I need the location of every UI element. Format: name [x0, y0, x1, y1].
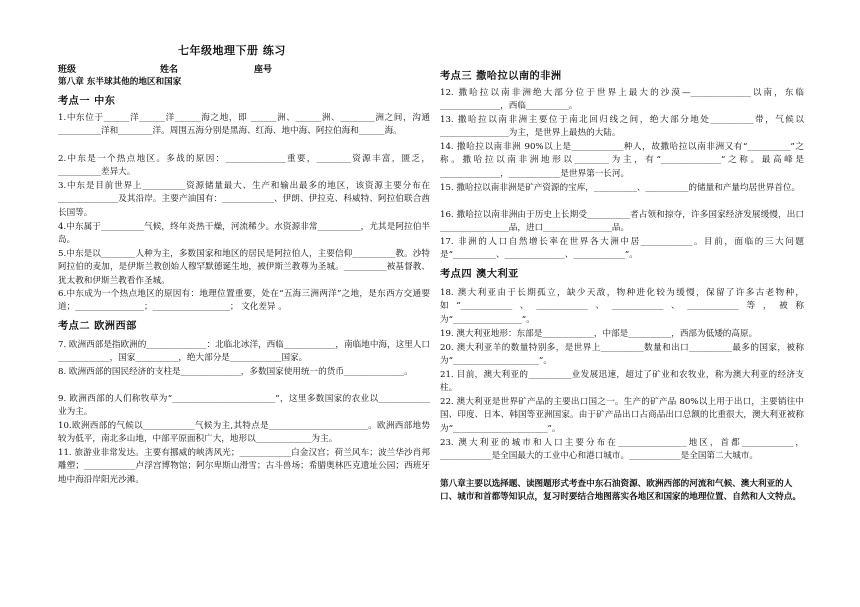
question-8: 8. 欧洲西部的国民经济的支柱是______________，多数国家使用统一的货币______________。: [58, 367, 413, 377]
chapter-title: 第八章 东半球其他的地区和国家: [58, 77, 182, 87]
class-label: 班级: [58, 65, 77, 75]
section-heading-western-europe: 考点二 欧洲西部: [58, 320, 137, 332]
question-20: 20. 澳大利亚羊的数量特别多，是世界上__________数量和出口__________最多的国家，被称为“____________________”。: [440, 343, 804, 367]
question-4: 4.中东属于__________气候，终年炎热干燥，河流稀少。水资源非常__________，尤其是阿拉伯半岛。: [58, 222, 430, 246]
question-6: 6.中东成为一个热点地区的原因有：地理位置重要，处在“五海三洲两洋”之地，是东西方交通要道；________________；__________________； 文化差异 。: [58, 289, 430, 313]
question-7: 7. 欧洲西部是指欧洲的______________：北临北冰洋，西临____________，南临地中海，这里人口____________，国家__________，绝大部分是____________国家。: [58, 340, 430, 364]
question-15: 15. 撒哈拉以南非洲是矿产资源的宝库，__________、__________的储量和产量均居世界首位。: [440, 183, 801, 193]
name-label: 姓名: [160, 65, 179, 75]
worksheet-title: 七年级地理下册 练习: [178, 44, 286, 57]
question-3: 3.中东是目前世界上__________资源储量最大、生产和输出最多的地区，该资源主要分布在______________及其沿岸。主要产油国有：____________、伊朗、伊拉克、科威特、阿拉伯联合酋长国等。: [58, 181, 430, 218]
question-2: 2.中东是一个热点地区。多战的原因：______________重要，________资源丰富，匮乏，__________差异大。: [58, 154, 430, 178]
section-heading-australia: 考点四 澳大利亚: [440, 268, 519, 280]
section-heading-sub-saharan-africa: 考点三 撒哈拉以南的非洲: [440, 70, 562, 82]
question-10: 10.欧洲西部的气候以____________气候为主,其特点是_______________________。欧洲西部地势较为低平，南北多山地，中部平原面积广大，地形以_____________为主。: [58, 421, 430, 445]
question-1: 1.中东位于______洋______洋______海之地，即 ______洲、______洲、________洲之间，沟通__________洋和________洋。周围五海分别是黑海、红海、地中海、阿拉伯海和______海。: [58, 113, 430, 137]
question-14: 14. 撒哈拉以南非洲 90%以上是____________种人，故撒哈拉以南非洲又有“__________”之称。撒哈拉以南非洲地形以________为主，有“______________”之称。最高峰是______________，____________是世界第一长河。: [440, 142, 804, 179]
question-19: 19. 澳大利亚地形：东部是____________，中部是__________，西部为低矮的高原。: [440, 329, 758, 339]
question-21: 21. 目前，澳大利亚的__________业发展迅速，超过了矿业和农牧业，称为澳大利亚的经济支柱。: [440, 370, 804, 394]
seat-label: 座号: [254, 65, 273, 75]
question-13: 13. 撒哈拉以南非洲主要位于南北回归线之间，绝大部分地处__________带，气候以________________为主，是世界上最热的大陆。: [440, 115, 804, 139]
question-11: 11. 旅游业非常发达。主要有挪威的峡湾风光；____________白金汉宫；荷兰风车；波兰华沙肖邦雕塑；____________卢浮宫博物馆；阿尔卑斯山滑雪；古斗兽场；希腊奥林匹克遗址公园；西班牙地中海沿岸阳光沙滩。: [58, 448, 430, 485]
question-16: 16. 撒哈拉以南非洲由于历史上长期受__________者占领和掠夺，许多国家经济发展缓慢，出口________________品，进口________________品。: [440, 210, 804, 234]
question-18: 18. 澳大利亚由于长期孤立，缺少天敌，物种进化较为缓慢，保留了许多古老物种，如“____________、____________、____________、____________等，被称为“________________”。: [440, 288, 804, 325]
question-5: 5.中东是以________人种为主，多数国家和地区的居民是阿拉伯人，主要信仰__________教。沙特阿拉伯的麦加，是伊斯兰教创始人穆罕默德诞生地，被伊斯兰教尊为圣城。__________被基督教、犹太教和伊斯兰教看作圣城。: [58, 249, 430, 286]
chapter-summary: 第八章主要以选择题、读图题形式考查中东石油资源、欧洲西部的河流和气候、澳大利亚的人口、城市和首都等知识点，复习时要结合地图落实各地区和国家的地理位置、自然和人文特点。: [440, 479, 801, 503]
question-22: 22. 澳大利亚是世界矿产品的主要出口国之一。生产的矿产品 80%以上用于出口，主要销往中国、印度、日本、韩国等亚洲国家。由于矿产品出口占商品出口总额的比重很大，澳大利亚被称为“______________________”。: [440, 397, 804, 434]
question-12: 12. 撒哈拉以南非洲绝大部分位于世界上最大的沙漠—______________以南，东临______________，西临__________。: [440, 88, 804, 112]
question-17: 17. 非洲的人口自然增长率在世界各大洲中居____________。目前，面临的三大问题是“__________、______________、____________”。: [440, 237, 804, 261]
section-heading-middle-east: 考点一 中东: [58, 95, 116, 107]
question-9: 9. 欧洲西部的人们称牧草为“________________________”，这里多数国家的农业以____________业为主。: [58, 394, 430, 418]
question-23: 23. 澳大利亚的城市和人口主要分布在________________地区，首都____________，____________是全国最大的工业中心和港口城市。____________是全国第二大城市。: [440, 438, 804, 462]
